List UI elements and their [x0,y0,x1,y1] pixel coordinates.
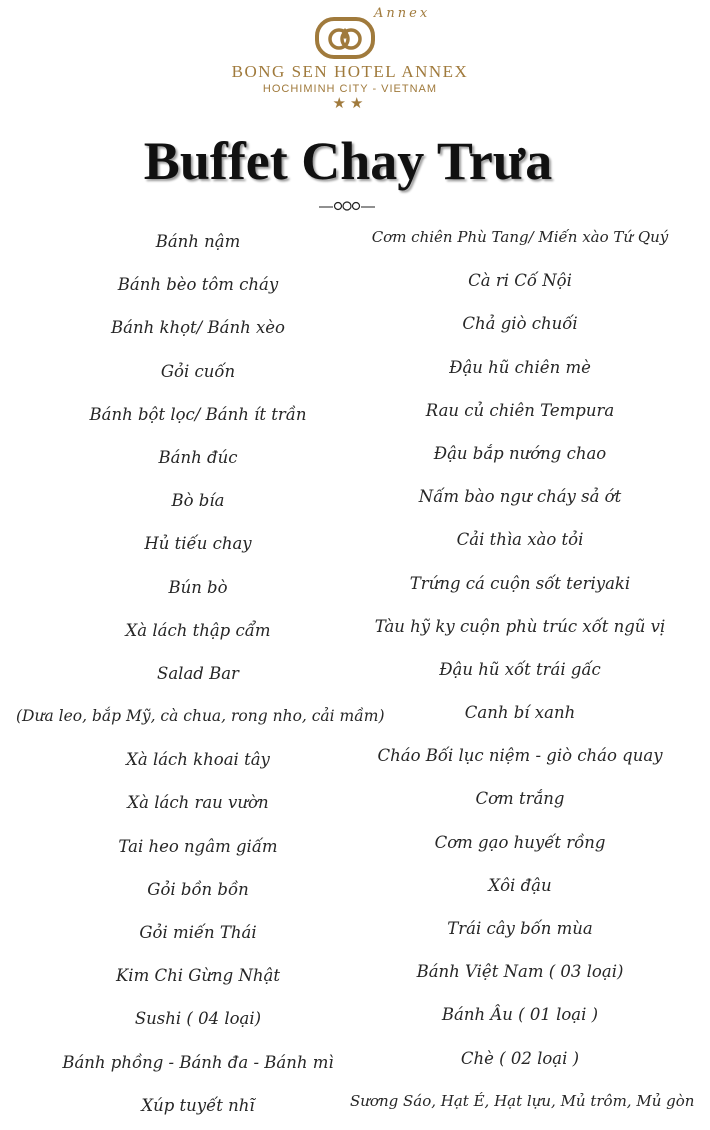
menu-item: Salad Bar [157,663,239,683]
menu-item: Cơm trắng [475,789,565,809]
menu-item: Tai heo ngâm giấm [118,836,278,856]
menu-item: Rau củ chiên Tempura [425,400,615,420]
menu-item: (Dưa leo, bắp Mỹ, cà chua, rong nho, cải mầm) [16,707,385,726]
menu-item: Gỏi miến Thái [139,923,257,942]
menu-item: Chả giò chuối [462,314,578,334]
menu-item: Hủ tiếu chay [144,534,252,554]
menu-item: Bánh phồng - Bánh đa - Bánh mì [62,1052,334,1072]
hotel-name: BONG SEN HOTEL ANNEX [231,62,469,81]
menu-item: Xúp tuyết nhĩ [141,1095,255,1115]
annex-word: Annex [374,6,431,21]
menu-item: Bún bò [168,577,228,597]
menu-column-right [350,216,695,1123]
menu-item: Bánh đúc [158,447,238,467]
menu-item: Cà ri Cố Nội [468,271,572,291]
menu-item: Xôi đậu [488,875,552,895]
menu-item: Sushi ( 04 loại) [134,1009,262,1029]
menu-item: Nấm bào ngư cháy sả ớt [418,487,622,507]
menu-item: Gỏi bồn bồn [147,879,249,899]
menu-item: Tàu hỹ ky cuộn phù trúc xốt ngũ vị [374,616,666,636]
menu-column-left [16,220,385,1127]
menu-item: Bánh bèo tôm cháy [117,275,279,295]
menu-item: Xà lách thập cẩm [125,620,271,640]
menu-item: Bánh Âu ( 01 loại ) [441,1005,599,1025]
menu-item: Cơm gạo huyết rồng [434,832,606,852]
menu-item: Trái cây bốn mùa [447,919,593,938]
menu-item: Bò bía [171,491,225,511]
menu-item: Bánh Việt Nam ( 03 loại) [416,962,624,982]
menu-item: Bánh nậm [155,232,241,251]
menu-item: Trứng cá cuộn sốt teriyaki [409,573,631,593]
menu-item: Xà lách rau vườn [127,793,269,813]
menu-title: Buffet Chay Trưa [143,131,553,191]
menu-item: Kim Chi Gừng Nhật [115,966,281,986]
menu-item: Cải thìa xào tỏi [456,530,584,550]
menu-item: Cơm chiên Phù Tang/ Miến xào Tứ Quý [371,228,669,246]
menu-item: Bánh khọt/ Bánh xèo [111,318,285,338]
lotus-seal-icon [310,14,380,62]
scroll-ornament-icon [317,198,377,214]
menu-item: Xà lách khoai tây [126,750,270,770]
menu-item: Gỏi cuốn [160,361,236,381]
hotel-stars: ★★ [332,94,368,112]
menu-item: Đậu hũ chiên mè [449,357,591,377]
menu-item: Cháo Bối lục niệm - giò cháo quay [377,746,663,766]
hotel-city: HOCHIMINH CITY - VIETNAM [262,83,438,95]
menu-item: Đậu bắp nướng chao [433,443,607,463]
menu-item: Chè ( 02 loại ) [460,1048,580,1068]
menu-item: Đậu hũ xốt trái gấc [439,659,601,679]
menu-item: Sương Sáo, Hạt É, Hạt lựu, Mủ trôm, Mủ gòn [350,1091,695,1110]
hotel-header [0,0,710,118]
menu-item: Canh bí xanh [464,703,576,723]
menu-item: Bánh bột lọc/ Bánh ít trần [89,404,307,424]
